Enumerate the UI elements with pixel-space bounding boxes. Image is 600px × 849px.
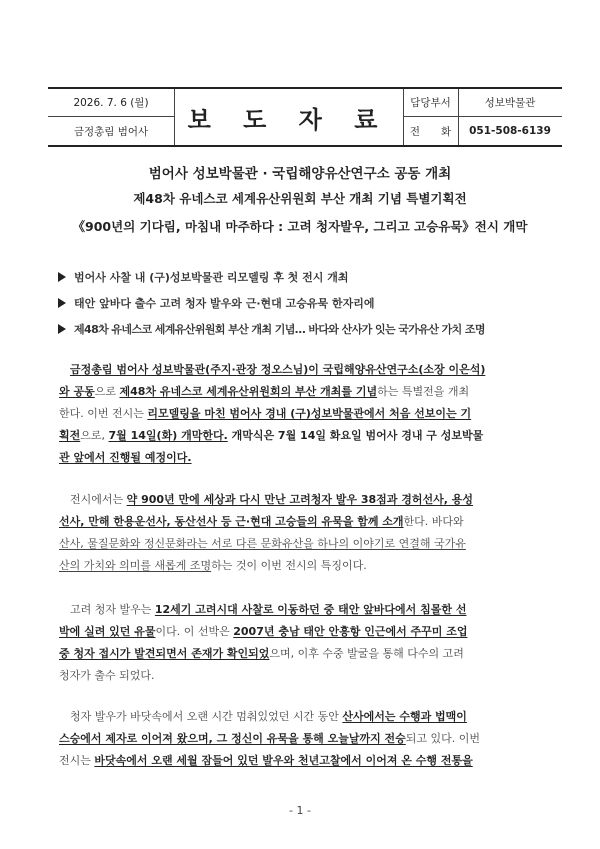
dept-label: 담당부서: [410, 97, 451, 109]
bullet-item: 제48차 유네스코 세계유산위원회 부산 개최 기념… 바다와 산사가 잇는 국가유산 가치 조명: [58, 319, 578, 339]
paragraph-line: 산사, 물질문화와 정신문화라는 서로 다른 문화유산을 하나의 이야기로 연결해 국가유: [59, 537, 466, 550]
phone-label: 전 화: [409, 125, 452, 138]
document-title: 보 도 자 료: [187, 105, 390, 134]
body-paragraph-1: [59, 359, 543, 469]
bullet-item: 범어사 사찰 내 (구)성보박물관 리모델링 후 첫 전시 개최: [58, 267, 578, 287]
issuing-org: 금정총림 범어사: [73, 125, 149, 138]
paragraph-line: 박에 실려 있던 유물이다. 이 선박은 2007년 충남 태안 안흥항 인근에서 주꾸미 조업: [59, 625, 468, 638]
paragraph-line: 고려 청자 발우는 12세기 고려시대 사찰로 이동하던 중 태안 앞바다에서 침몰한 선: [70, 603, 467, 616]
paragraph-line: 관 앞에서 진행될 예정이다.: [59, 451, 192, 464]
body-paragraph-3: [59, 599, 543, 687]
paragraph-line: 선사, 만해 한용운선사, 동산선사 등 근·현대 고승들의 유묵을 함께 소개한다. 바다와: [59, 515, 464, 528]
paragraph-line: 스승에서 제자로 이어져 왔으며, 그 정신이 유묵을 통해 오늘날까지 전승되고 있다. 이번: [59, 732, 481, 745]
paragraph-line: 획전으로, 7월 14일(화) 개막한다. 개막식은 7월 14일 화요일 범어사 경내 구 성보박물: [59, 429, 484, 442]
paragraph-line: 중 청자 접시가 발견되면서 존재가 확인되었으며, 이후 수중 발굴을 통해 다수의 고려: [59, 647, 464, 660]
paragraph-line: 청자 발우가 바닷속에서 오랜 시간 멈춰있었던 시간 동안 산사에서는 수행과 법맥이: [70, 710, 467, 723]
page-number: - 1 -: [289, 804, 311, 817]
dept-value: 성보박물관: [484, 97, 536, 109]
bullet-item: 태안 앞바다 출수 고려 청자 발우와 근·현대 고승유묵 한자리에: [58, 293, 578, 313]
paragraph-line: 와 공동으로 제48차 유네스코 세계유산위원회의 부산 개최를 기념하는 특별전을 개최: [59, 385, 470, 398]
paragraph-line: 한다. 이번 전시는 리모델링을 마친 범어사 경내 (구)성보박물관에서 처음 선보이는 기: [59, 407, 472, 420]
headline: 범어사 성보박물관 · 국립해양유산연구소 공동 개최: [148, 166, 452, 182]
release-date: 2026. 7. 6 (월): [73, 97, 149, 109]
body-paragraph-4: [59, 706, 543, 772]
press-header-table: [48, 87, 562, 147]
triangle-bullet-icon: [58, 324, 66, 334]
subheadline: 제48차 유네스코 세계유산위원회 부산 개최 기념 특별기획전: [133, 191, 467, 206]
triangle-bullet-icon: [58, 272, 66, 282]
triangle-bullet-icon: [58, 298, 66, 308]
body-paragraph-2: [59, 489, 543, 577]
paragraph-line: 청자가 출수 되었다.: [59, 669, 155, 682]
paragraph-line: 산의 가치와 의미를 새롭게 조명하는 것이 이번 전시의 특징이다.: [59, 559, 367, 572]
paragraph-line: 전시는 바닷속에서 오랜 세월 잠들어 있던 발우와 천년고찰에서 이어져 온 수행 전통을: [59, 754, 473, 767]
paragraph-line: 전시에서는 약 900년 만에 세상과 다시 만난 고려청자 발우 38점과 경허선사, 용성: [70, 493, 474, 506]
paragraph-line: 금정총림 범어사 성보박물관(주지·관장 정오스님)이 국립해양유산연구소(소장 이은석): [70, 363, 486, 376]
summary-bullets: [58, 267, 578, 345]
phone-value: 051-508-6139: [469, 125, 551, 137]
exhibition-title: 《900년의 기다림, 마침내 마주하다 : 고려 청자발우, 그리고 고승유묵》전시 개막: [72, 219, 528, 234]
